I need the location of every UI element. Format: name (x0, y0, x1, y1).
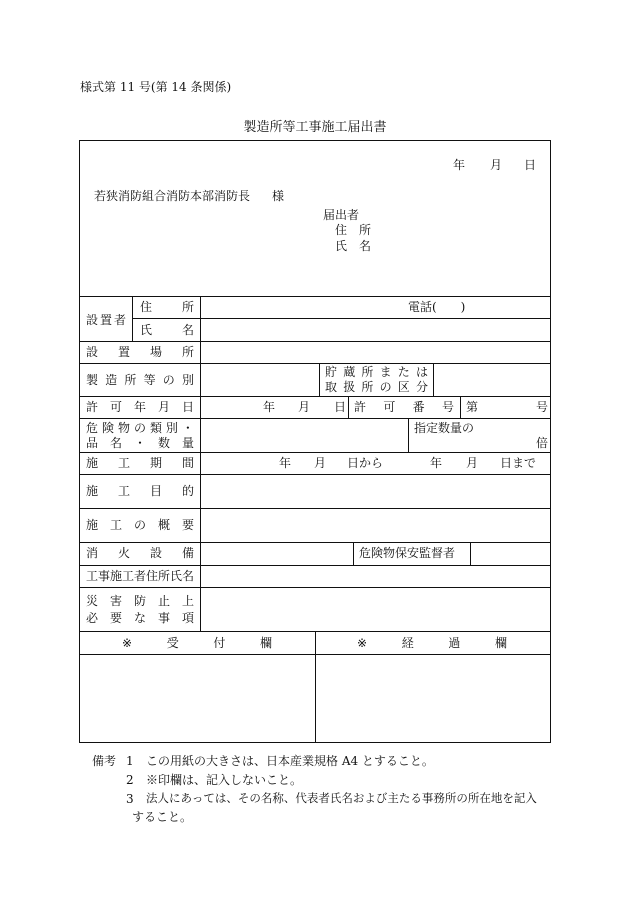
period-to: 日まで (500, 456, 537, 470)
period-from: 日から (347, 456, 384, 470)
fire-equipment-label: 消 火 設 備 (86, 546, 194, 560)
date-day-label: 日 (524, 158, 537, 172)
period-year-1: 年 (279, 456, 292, 470)
form-number: 様式第 11 号(第 14 条関係) (80, 80, 232, 94)
note-2: ※印欄は、記入しないこと。 (146, 773, 303, 787)
hazmat-label-2: 品 名 ・ 数 量 (86, 436, 194, 450)
installer-address-label: 住 所 (140, 300, 194, 314)
hazmat-label-1: 危 険 物 の 類 別 ・ (86, 421, 194, 435)
storage-distinction-label-2: 取 扱 所 の 区 分 (325, 380, 428, 394)
note-2-number: 2 (126, 773, 134, 787)
date-month-label: 月 (490, 158, 503, 172)
permit-date-label: 許 可 年 月 日 (86, 400, 194, 414)
permit-date-month: 月 (298, 400, 311, 414)
disaster-label-2: 必 要 な 事 項 (86, 611, 194, 625)
notes-label: 備考 (92, 754, 117, 768)
permit-number-prefix: 第 (466, 400, 479, 414)
period-year-2: 年 (430, 456, 443, 470)
permit-date-year: 年 (263, 400, 276, 414)
safety-supervisor-label: 危険物保安監督者 (359, 546, 456, 560)
designated-qty-label: 指定数量の (414, 421, 475, 435)
progress-column-header: ※ 経 過 欄 (357, 636, 507, 650)
permit-date-day: 日 (334, 400, 347, 414)
note-3-continued: すること。 (132, 810, 193, 824)
form-frame (79, 140, 551, 743)
storage-distinction-label-1: 貯 蔵 所 ま た は (325, 365, 428, 379)
honorific: 様 (272, 189, 285, 203)
applicant-name-label: 氏 名 (335, 239, 372, 253)
permit-number-label: 許 可 番 号 (354, 400, 454, 414)
document-title: 製造所等工事施工届出書 (243, 120, 387, 135)
location-label: 設 置 場 所 (86, 345, 194, 359)
reception-column-header: ※ 受 付 欄 (122, 636, 272, 650)
period-month-2: 月 (466, 456, 479, 470)
period-month-1: 月 (314, 456, 327, 470)
addressee: 若狭消防組合消防本部消防長 (94, 189, 251, 203)
overview-label: 施 工 の 概 要 (86, 518, 194, 532)
note-1: この用紙の大きさは、日本産業規格 A4 とすること。 (146, 754, 434, 768)
purpose-label: 施 工 目 的 (86, 484, 194, 498)
applicant-label: 届出者 (323, 208, 360, 222)
note-3: 法人にあっては、その名称、代表者氏名および主たる事務所の所在地を記入 (146, 791, 537, 805)
applicant-address-label: 住 所 (335, 223, 372, 237)
construction-period-label: 施 工 期 間 (86, 456, 194, 470)
disaster-label-1: 災 害 防 止 上 (86, 594, 194, 608)
multiple-label: 倍 (536, 436, 549, 450)
date-year-label: 年 (453, 158, 466, 172)
installer-label: 設 置 者 (86, 313, 126, 327)
facility-type-label: 製 造 所 等 の 別 (86, 373, 194, 387)
installer-name-label: 氏 名 (140, 323, 194, 337)
note-3-number: 3 (126, 792, 134, 806)
contractor-label: 工事施工者住所氏名 (86, 569, 195, 583)
phone-label: 電話( ) (408, 300, 466, 314)
permit-number-suffix: 号 (536, 400, 549, 414)
note-1-number: 1 (126, 754, 134, 768)
